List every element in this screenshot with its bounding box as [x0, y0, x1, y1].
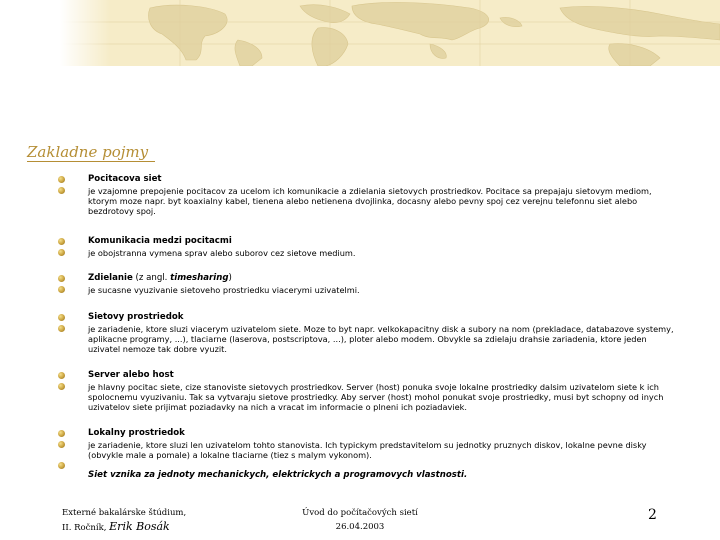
footer-year-author: II. Ročník, Erik Bosák: [62, 520, 170, 533]
title-underline: [27, 161, 155, 162]
item-description: je vzajomne prepojenie pocitacov za ucelom ich komunikacie a zdielania sietovych prostriedkov. Pocitace sa prepajaju sietovym mediom, ktorym moze napr. byt koaxialny kabel, tienena alebo netienena dvojlinka, docasny alebo pevny spoj cez verejnu telefonnu siet alebo bezdrotovy spoj.: [88, 186, 652, 216]
page-title: Zakladne pojmy: [27, 143, 149, 161]
list-item: [58, 428, 678, 468]
item-description: je zariadenie, ktore sluzi viacerym uzivatelom siete. Moze to byt napr. velkokapacitny disk a subory na nom (prekladace, databazove systemy, aplikacne programy, ...), tlaciarne (laserova, postscriptova, ...), ploter alebo modem. Obvykle sa zdielaju drahsie zariadenia, ktore jeden uzivatel nemoze tak dobre vyuzit.: [88, 324, 674, 354]
bullet-icon: [58, 430, 65, 437]
item-term: Zdielanie (z angl. timesharing): [88, 273, 232, 283]
list-item: [58, 370, 678, 428]
list-item: [58, 312, 678, 370]
bullet-icon: [58, 314, 65, 321]
item-term: Server alebo host: [88, 370, 174, 380]
bullet-icon: [58, 286, 65, 293]
item-description: je zariadenie, ktore sluzi len uzivatelom tohto stanovista. Ich typickym predstavitelom su jednotky pruznych diskov, lokalne pevne disky (obvykle male a pomale) a lokalne tlaciarne (tiez s malym vykonom).: [88, 440, 647, 460]
world-map-banner: [0, 0, 720, 66]
bullet-icon: [58, 275, 65, 282]
footer-center: [300, 506, 420, 534]
item-term: Komunikacia medzi pocitacmi: [88, 236, 232, 246]
list-item-closing: [58, 470, 678, 481]
footer-subject: Úvod do počítačových sietí: [302, 508, 418, 518]
item-description: je sucasne vyuzivanie sietoveho prostriedku viacerymi uzivatelmi.: [88, 285, 360, 295]
footer-course-info: [62, 506, 186, 535]
item-term: Sietovy prostriedok: [88, 312, 184, 322]
item-description: je obojstranna vymena sprav alebo suborov cez sietove medium.: [88, 248, 356, 258]
footer-course: Externé bakalárske štúdium,: [62, 508, 187, 518]
bullet-icon: [58, 441, 65, 448]
bullet-icon: [58, 372, 65, 379]
author-name: Erik Bosák: [109, 520, 170, 533]
list-item: [58, 236, 678, 273]
list-item: [58, 174, 678, 236]
bullet-icon: [58, 176, 65, 183]
item-description: je hlavny pocitac siete, cize stanoviste sietovych prostriedkov. Server (host) ponuka svoje lokalne prostriedky dalsim uzivatelom siete k ich spolocnemu vyuzivaniu. Tak sa vytvaraju sietove prostriedky. Aby server (host) mohol ponukat svoje prostriedky, musi byt schopny od inych uzivatelov siete prijimat poziadavky na nich a vracat im informacie o plneni ich poziadaviek.: [88, 382, 664, 412]
page-number: 2: [648, 507, 657, 523]
closing-statement: Siet vznika za jednoty mechanickych, elektrickych a programovych vlastnosti.: [88, 470, 468, 480]
bullet-icon: [58, 462, 65, 469]
bullet-icon: [58, 187, 65, 194]
bullet-icon: [58, 249, 65, 256]
bullet-icon: [58, 383, 65, 390]
item-term: Pocitacova siet: [88, 174, 162, 184]
footer-date: 26.04.2003: [335, 522, 385, 532]
item-term: Lokalny prostriedok: [88, 428, 185, 438]
definition-list: [58, 174, 678, 481]
bullet-icon: [58, 238, 65, 245]
list-item: [58, 273, 678, 312]
bullet-icon: [58, 325, 65, 332]
